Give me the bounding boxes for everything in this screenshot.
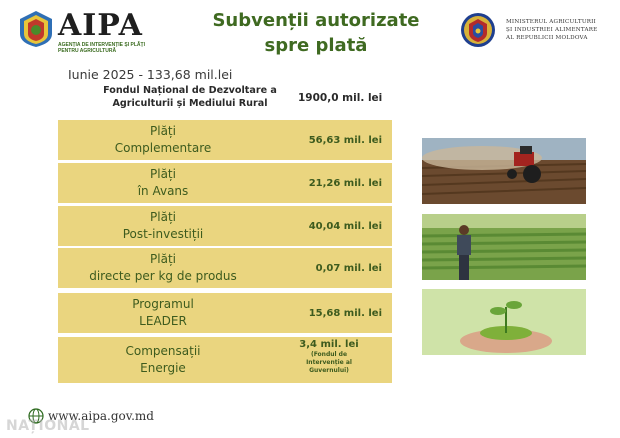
payment-row-label	[58, 206, 268, 246]
payment-row-post-investment	[58, 206, 392, 246]
label-line: Compensații	[125, 344, 201, 358]
payment-row-label	[58, 337, 268, 383]
payment-row-amount: 56,63 mil. lei	[308, 134, 382, 146]
label-line: Post-investiții	[122, 227, 204, 241]
farmer-field-photo	[422, 214, 586, 280]
payment-row-label	[58, 120, 268, 160]
label-line: directe per kg de produs	[89, 269, 237, 283]
ministry-logo	[460, 12, 610, 52]
website-text[interactable]: www.aipa.gov.md	[48, 409, 154, 423]
energy-note-line: (Fondul de	[310, 351, 348, 358]
energy-note-line: Intervenție al	[306, 359, 352, 366]
energy-amount: 3,4 mil. lei	[299, 339, 359, 350]
ministry-line: AL REPUBLICII MOLDOVA	[506, 35, 588, 41]
aipa-logo	[18, 10, 158, 54]
payment-row-amount: 0,07 mil. lei	[315, 262, 382, 274]
label-line: în Avans	[137, 184, 189, 198]
label-line: Plăți	[150, 124, 176, 138]
payment-row-label	[58, 293, 268, 333]
payment-row-direct-per-kg	[58, 248, 392, 288]
label-line: Programul	[132, 297, 194, 311]
payment-row-amount: 21,26 mil. lei	[308, 177, 382, 189]
ministry-line: MINISTERUL AGRICULTURII	[506, 19, 596, 25]
period-total: Iunie 2025 - 133,68 mil.lei	[68, 67, 233, 82]
label-line: Plăți	[150, 252, 176, 266]
fund-label	[82, 84, 298, 110]
title-line-2: spre plată	[264, 35, 368, 56]
label-line: Plăți	[150, 210, 176, 224]
energy-note-line: Guvernului)	[309, 367, 349, 374]
fund-label-line-2: Agriculturii și Mediului Rural	[112, 98, 268, 109]
payment-row-amount: 15,68 mil. lei	[308, 307, 382, 319]
fund-label-line-1: Fondul Național de Dezvoltare a	[103, 85, 277, 96]
payment-row-leader	[58, 293, 392, 333]
fund-amount: 1900,0 mil. lei	[298, 92, 383, 104]
plant-hands-photo	[422, 289, 586, 355]
label-line: Complementare	[114, 141, 212, 155]
label-line: Energie	[140, 361, 186, 375]
page-title	[200, 8, 432, 58]
moldova-coat-of-arms-icon	[460, 12, 496, 48]
payment-row-amount	[274, 339, 384, 375]
title-line-1: Subvenții autorizate	[212, 10, 420, 31]
payment-row-energy	[58, 337, 392, 383]
payment-row-complementary	[58, 120, 392, 160]
payment-row-label	[58, 248, 268, 288]
ministry-line: ȘI INDUSTRIEI ALIMENTARE	[506, 27, 598, 33]
payment-row-advance	[58, 163, 392, 203]
aipa-crest-icon	[18, 10, 54, 48]
label-line: LEADER	[139, 314, 187, 328]
aipa-logo-text: AIPA	[58, 8, 143, 43]
watermark-logo: NAȚIONAL	[6, 418, 90, 434]
payment-row-label	[58, 163, 268, 203]
ministry-name	[506, 18, 610, 42]
label-line: Plăți	[150, 167, 176, 181]
payment-row-amount: 40,04 mil. lei	[308, 220, 382, 232]
tractor-field-photo	[422, 138, 586, 204]
aipa-logo-subtitle: AGENȚIA DE INTERVENȚIE ȘI PLĂȚI PENTRU AGRICULTURĂ	[58, 42, 145, 54]
